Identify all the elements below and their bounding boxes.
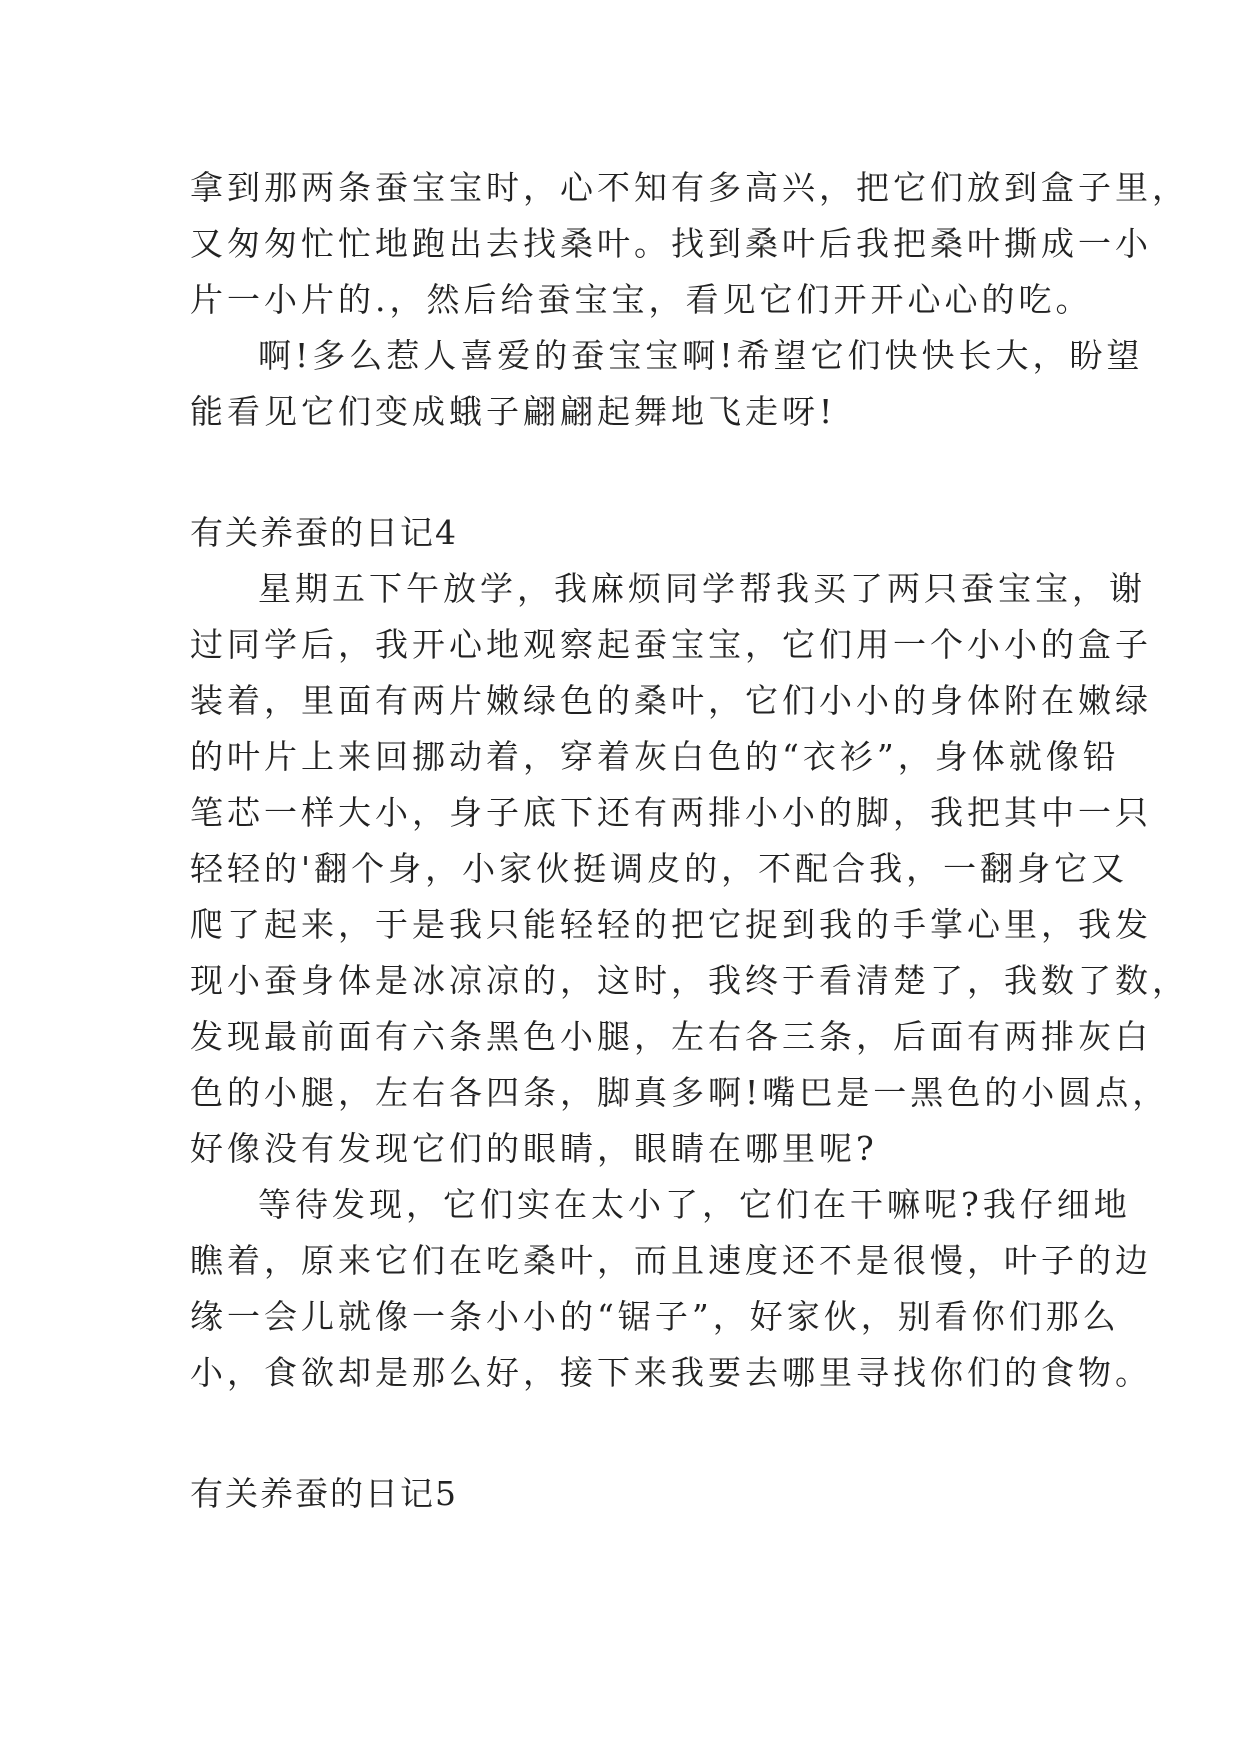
- body-text-line: 瞧着，原来它们在吃桑叶，而且速度还不是很慢，叶子的边: [190, 1241, 1152, 1280]
- body-text-line: 现小蚕身体是冰凉凉的，这时，我终于看清楚了，我数了数，: [190, 961, 1189, 1000]
- body-text-line: 好像没有发现它们的眼睛，眼睛在哪里呢?: [190, 1129, 878, 1168]
- section-heading-5: 有关养蚕的日记5: [190, 1474, 458, 1513]
- body-text-line: 等待发现，它们实在太小了，它们在干嘛呢?我仔细地: [258, 1185, 1131, 1224]
- body-text-line: 装着，里面有两片嫩绿色的桑叶，它们小小的身体附在嫩绿: [190, 681, 1152, 720]
- body-text-line: 小，食欲却是那么好，接下来我要去哪里寻找你们的食物。: [190, 1353, 1152, 1392]
- body-text-line: 片一小片的.，然后给蚕宝宝，看见它们开开心心的吃。: [190, 280, 1093, 319]
- body-text-line: 啊!多么惹人喜爱的蚕宝宝啊!希望它们快快长大，盼望: [258, 336, 1144, 375]
- section-heading-4: 有关养蚕的日记4: [190, 513, 458, 552]
- body-text-line: 拿到那两条蚕宝宝时，心不知有多高兴，把它们放到盒子里，: [190, 168, 1189, 207]
- body-text-line: 发现最前面有六条黑色小腿，左右各三条，后面有两排灰白: [190, 1017, 1152, 1056]
- body-text-line: 缘一会儿就像一条小小的“锯子”，好家伙，别看你们那么: [190, 1297, 1120, 1336]
- body-text-line: 轻轻的'翻个身，小家伙挺调皮的，不配合我，一翻身它又: [190, 849, 1129, 888]
- body-text-line: 的叶片上来回挪动着，穿着灰白色的“衣衫”，身体就像铅: [190, 737, 1120, 776]
- body-text-line: 能看见它们变成蛾子翩翩起舞地飞走呀!: [190, 392, 837, 431]
- body-text-line: 过同学后，我开心地观察起蚕宝宝，它们用一个小小的盒子: [190, 625, 1152, 664]
- body-text-line: 爬了起来，于是我只能轻轻的把它捉到我的手掌心里，我发: [190, 905, 1152, 944]
- body-text-line: 星期五下午放学，我麻烦同学帮我买了两只蚕宝宝，谢: [258, 569, 1146, 608]
- body-text-line: 笔芯一样大小，身子底下还有两排小小的脚，我把其中一只: [190, 793, 1152, 832]
- body-text-line: 又匆匆忙忙地跑出去找桑叶。找到桑叶后我把桑叶撕成一小: [190, 224, 1152, 263]
- body-text-line: 色的小腿，左右各四条，脚真多啊!嘴巴是一黑色的小圆点，: [190, 1073, 1170, 1112]
